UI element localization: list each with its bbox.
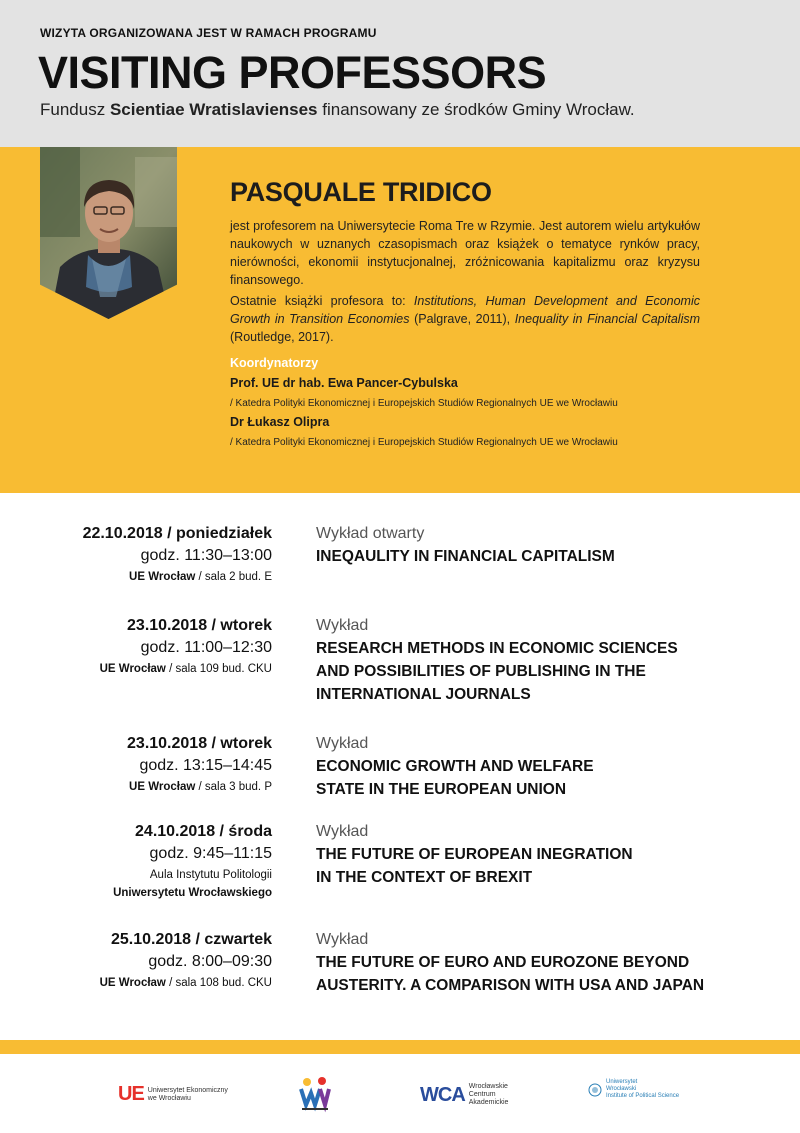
event-title-line: ECONOMIC GROWTH AND WELFARE — [316, 758, 594, 775]
schedule-content — [316, 821, 756, 889]
wca-logo-mark: WCA — [420, 1083, 465, 1106]
profile-band — [0, 147, 800, 493]
event-time: godz. 8:00–09:30 — [148, 953, 272, 970]
header-band — [0, 0, 800, 147]
event-date: 24.10.2018 / środa — [135, 823, 272, 840]
event-place: UE Wrocław / sala 108 bud. CKU — [99, 977, 272, 989]
ue-logo-mark: UE — [118, 1083, 144, 1105]
wca-logo-text: Wrocławskie Centrum Akademickie — [468, 1083, 509, 1106]
event-place: UE Wrocław / sala 109 bud. CKU — [99, 663, 272, 675]
bio-paragraph-1: jest profesorem na Uniwersytecie Roma Tre w Rzymie. Jest autorem wielu artykułów naukowych w uznanych czasopismach oraz książek o tematyce rynków pracy, nierówności, ekonomii instytucjonalnej, zróżnicowania kapitalizmu oraz kryzysu finansowego. — [230, 219, 700, 287]
schedule-content — [316, 929, 756, 997]
event-type: Wykład — [316, 617, 369, 634]
schedule-content — [316, 733, 756, 801]
event-place: UE Wrocław / sala 3 bud. P — [129, 781, 272, 793]
event-title-line: IN THE CONTEXT OF BREXIT — [316, 869, 533, 886]
event-title-line: AND POSSIBILITIES OF PUBLISHING IN THE — [316, 663, 646, 680]
professor-name: PASQUALE TRIDICO — [230, 177, 492, 207]
schedule-meta — [12, 523, 272, 587]
wca-logo — [420, 1083, 508, 1107]
schedule-meta — [12, 821, 272, 901]
event-date: 22.10.2018 / poniedziałek — [82, 525, 272, 542]
header-subtitle: Fundusz Scientiae Wratislavienses finansowany ze środków Gminy Wrocław. — [40, 100, 635, 119]
event-type: Wykład — [316, 823, 369, 840]
professor-photo — [40, 147, 177, 319]
wratislavia-emblem-icon — [298, 1075, 332, 1113]
event-date: 23.10.2018 / wtorek — [127, 735, 272, 752]
footer-accent-bar — [0, 1040, 800, 1054]
event-time: godz. 11:00–12:30 — [140, 639, 272, 656]
coordinator-affiliation: / Katedra Polityki Ekonomicznej i Europejskich Studiów Regionalnych UE we Wrocławiu — [230, 437, 618, 448]
event-title-line: THE FUTURE OF EURO AND EUROZONE BEYOND — [316, 954, 690, 971]
event-type: Wykład — [316, 735, 369, 752]
coordinators-heading: Koordynatorzy — [230, 356, 319, 370]
ue-logo — [118, 1083, 228, 1106]
schedule-meta — [12, 929, 272, 993]
event-time: godz. 13:15–14:45 — [139, 757, 272, 774]
coordinator-name: Prof. UE dr hab. Ewa Pancer-Cybulska — [230, 376, 458, 390]
professor-bio — [230, 217, 700, 349]
event-title-line: RESEARCH METHODS IN ECONOMIC SCIENCES — [316, 640, 678, 657]
coordinator-affiliation: / Katedra Polityki Ekonomicznej i Europejskich Studiów Regionalnych UE we Wrocławiu — [230, 398, 618, 409]
event-time: godz. 9:45–11:15 — [149, 845, 272, 862]
uwr-seal-icon — [588, 1083, 602, 1097]
event-title-line: STATE IN THE EUROPEAN UNION — [316, 781, 567, 798]
schedule-content — [316, 615, 756, 706]
schedule-meta — [12, 615, 272, 679]
event-title-line: AUSTERITY. A COMPARISON WITH USA AND JAPAN — [316, 977, 705, 994]
event-type: Wykład otwarty — [316, 525, 425, 542]
partner-logos — [0, 1075, 800, 1120]
event-place-line-2: Uniwersytetu Wrocławskiego — [113, 887, 272, 899]
event-title-line: THE FUTURE OF EUROPEAN INEGRATION — [316, 846, 633, 863]
page-title: VISITING PROFESSORS — [38, 47, 547, 98]
event-date: 25.10.2018 / czwartek — [110, 931, 272, 948]
event-place: UE Wrocław / sala 2 bud. E — [129, 571, 272, 583]
event-title-line: INTERNATIONAL JOURNALS — [316, 686, 531, 703]
header-kicker: WIZYTA ORGANIZOWANA JEST W RAMACH PROGRAMU — [40, 26, 377, 40]
uwr-logo — [588, 1079, 679, 1100]
schedule-meta — [12, 733, 272, 797]
event-time: godz. 11:30–13:00 — [140, 547, 272, 564]
wratislavia-logo — [298, 1075, 332, 1113]
event-title: INEQAULITY IN FINANCIAL CAPITALISM — [316, 548, 615, 565]
schedule-content — [316, 523, 756, 568]
event-type: Wykład — [316, 931, 369, 948]
coordinator-name: Dr Łukasz Olipra — [230, 415, 330, 429]
uwr-logo-text: Uniwersytet Wrocławski Institute of Political Science — [606, 1079, 680, 1099]
bio-paragraph-2: Ostatnie książki profesora to: Institutions, Human Development and Economic Growth in Transition Economies (Palgrave, 2011), Inequality in Financial Capitalism (Routledge, 2017). — [230, 294, 701, 344]
ue-logo-text: Uniwersytet Ekonomiczny we Wrocławiu — [147, 1086, 228, 1102]
event-date: 23.10.2018 / wtorek — [127, 617, 272, 634]
event-place: Aula Instytutu Politologii — [149, 869, 272, 881]
